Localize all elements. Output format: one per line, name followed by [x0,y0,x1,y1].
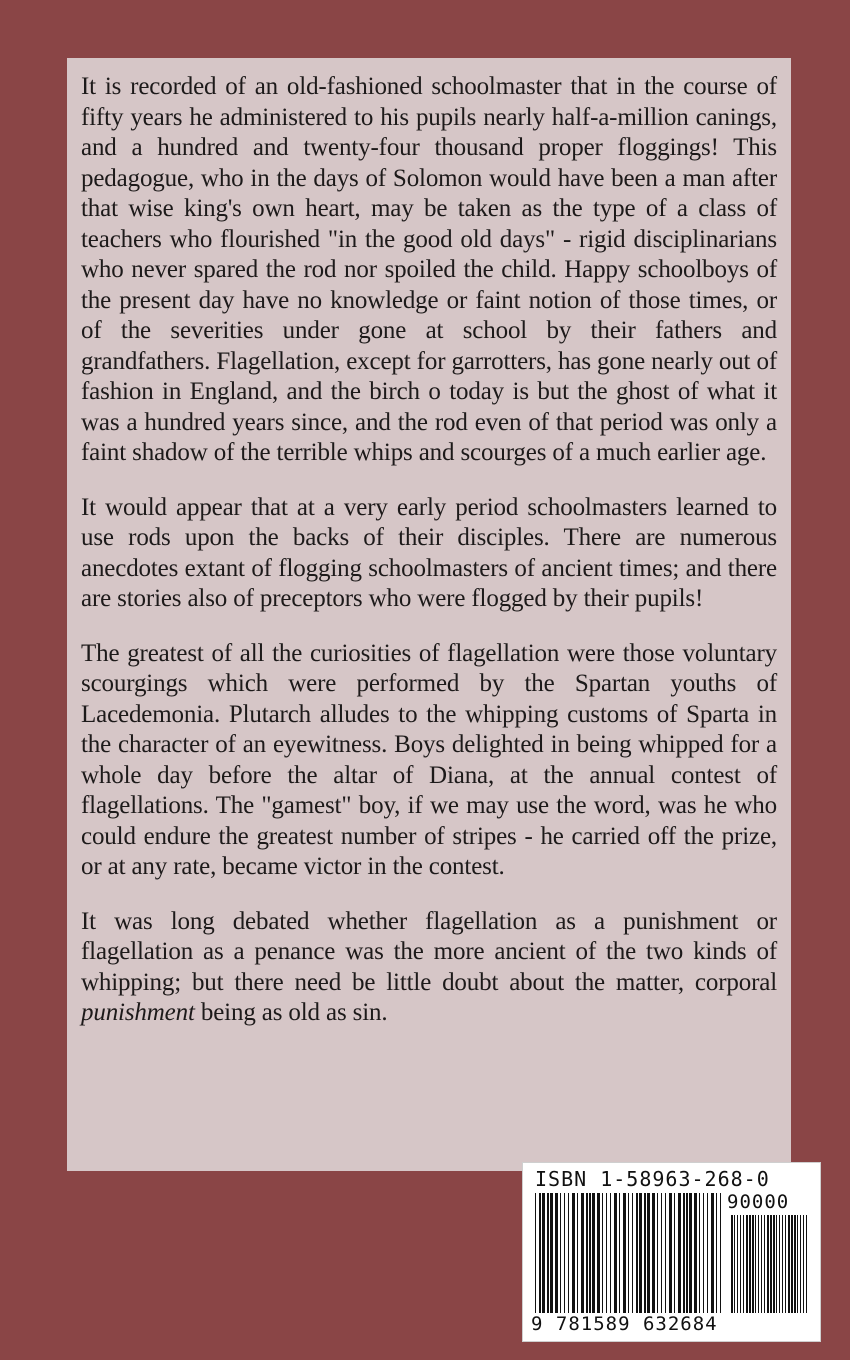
barcode-bar [619,1193,620,1313]
barcode-bar [657,1193,658,1313]
paragraph-3: The greatest of all the curiosities of flagellation were those voluntary scourgings which were performed by the Spartan youths of Lacedemonia. Plutarch alludes to the whipping customs of Sparta in the character of an eyewitness. Boys delighted in being whipped for a whole day before the altar of Diana, at the annual contest of flagellations. The "gamest" boy, if we may use the word, was he who could endure the greatest number of stripes - he carried off the prize, or at any rate, became victor in the contest. [81,639,777,880]
barcode-bar [752,1215,754,1313]
barcode-bar [731,1215,733,1313]
barcode-bar [699,1193,700,1313]
barcode-bar [581,1193,584,1313]
barcode-bar [737,1215,738,1313]
barcode-bar [602,1193,603,1313]
paragraph-4-italic-word: punishment [81,999,195,1026]
barcode-bar [773,1215,775,1313]
barcode-bar [547,1193,549,1313]
paragraph-4 [81,907,777,1029]
barcode-box [522,1162,821,1342]
barcode-bar [550,1193,553,1313]
barcode-bar [707,1193,708,1313]
barcode-bar [652,1193,655,1313]
barcode-bar [776,1215,777,1313]
barcode-bar [555,1193,558,1313]
barcode-bar [623,1193,626,1313]
barcode-bar [560,1193,561,1313]
barcode-bar [785,1215,786,1313]
text-panel [67,58,791,1171]
barcode-bar [572,1193,575,1313]
barcode-bar [758,1215,759,1313]
barcode-bar [797,1215,798,1313]
barcode-bar [665,1193,666,1313]
barcode-bar [610,1193,611,1313]
barcode-bar [606,1193,607,1313]
barcode-bar [694,1193,697,1313]
barcode-bar [568,1193,569,1313]
paragraph-4-text-end: being as old as sin. [194,999,388,1026]
barcode-bar [539,1193,541,1313]
barcode-bar [806,1215,807,1313]
barcode-bar [779,1215,780,1313]
barcode-bar [746,1215,748,1313]
barcode-bar [628,1193,629,1313]
barcode-bar [770,1215,772,1313]
barcode-bar [661,1193,662,1313]
barcode-bar [800,1215,801,1313]
barcode-bar [749,1215,751,1313]
barcode-bar [542,1193,545,1313]
barcode-bar [683,1193,685,1313]
barcode-bar [782,1215,783,1313]
barcode-bar [791,1215,793,1313]
barcode-bar [632,1193,633,1313]
barcode-bar [734,1215,735,1313]
barcode-bar [767,1215,769,1313]
barcode-bar [647,1193,650,1313]
barcode-bar [636,1193,638,1313]
barcode-bar [674,1193,675,1313]
barcode-bar [644,1193,646,1313]
barcode-bar [740,1215,741,1313]
barcode-bar [597,1193,600,1313]
barcode-bar [564,1193,565,1313]
barcode-bar [720,1193,721,1313]
barcode-bar [794,1215,796,1313]
barcode-bar [639,1193,642,1313]
barcode-bar [589,1193,591,1313]
barcode-bar [535,1193,536,1313]
barcode-bar [678,1193,681,1313]
barcode-bar [803,1215,804,1313]
barcode-bar [755,1215,756,1313]
barcode-bar [703,1193,704,1313]
paragraph-4-text-start: It was long debated whether flagellation as a punishment or flagellation as a penance was the more ancient of the two kinds of whipping; but there need be little doubt about the matter, corporal [81,907,777,996]
barcode-bar [592,1193,595,1313]
barcode-bar [586,1193,588,1313]
barcode-bar [711,1193,714,1313]
barcode-bar [743,1215,744,1313]
barcode-bar [689,1193,692,1313]
barcode-bar [614,1193,617,1313]
barcode-bar [764,1215,765,1313]
barcode-bar [669,1193,672,1313]
barcode-bar [686,1193,688,1313]
ean-digits: 9 781589 632684 [531,1313,718,1335]
barcode-bar [761,1215,762,1313]
paragraph-2: It would appear that at a very early period schoolmasters learned to use rods upon the backs of their disciples. There are numerous anecdotes extant of flogging schoolmasters of ancient times; and there are stories also of preceptors who were flogged by their pupils! [81,493,777,612]
barcode-bar [577,1193,578,1313]
isbn-label: ISBN 1-58963-268-0 [535,1167,770,1191]
barcode-bar [716,1193,717,1313]
barcode-bar [788,1215,790,1313]
paragraph-1: It is recorded of an old-fashioned schoolmaster that in the course of fifty years he administered to his pupils nearly half-a-million canings, and a hundred and twenty-four thousand proper floggings! This pedagogue, who in the days of Solomon would have been a man after that wise king's own heart, may be taken as the type of a class of teachers who flourished "in the good old days" - rigid disciplinarians who never spared the rod nor spoiled the child. Happy schoolboys of the present day have no knowledge or faint notion of those times, or of the severities under gone at school by their fathers and grandfathers. Flagellation, except for garrotters, has gone nearly out of fashion in England, and the birch o today is but the ghost of what it was a hundred years since, and the rod even of that period was only a faint shadow of the terrible whips and scourges of a much earlier age. [81,73,777,466]
price-code: 90000 [727,1191,790,1213]
